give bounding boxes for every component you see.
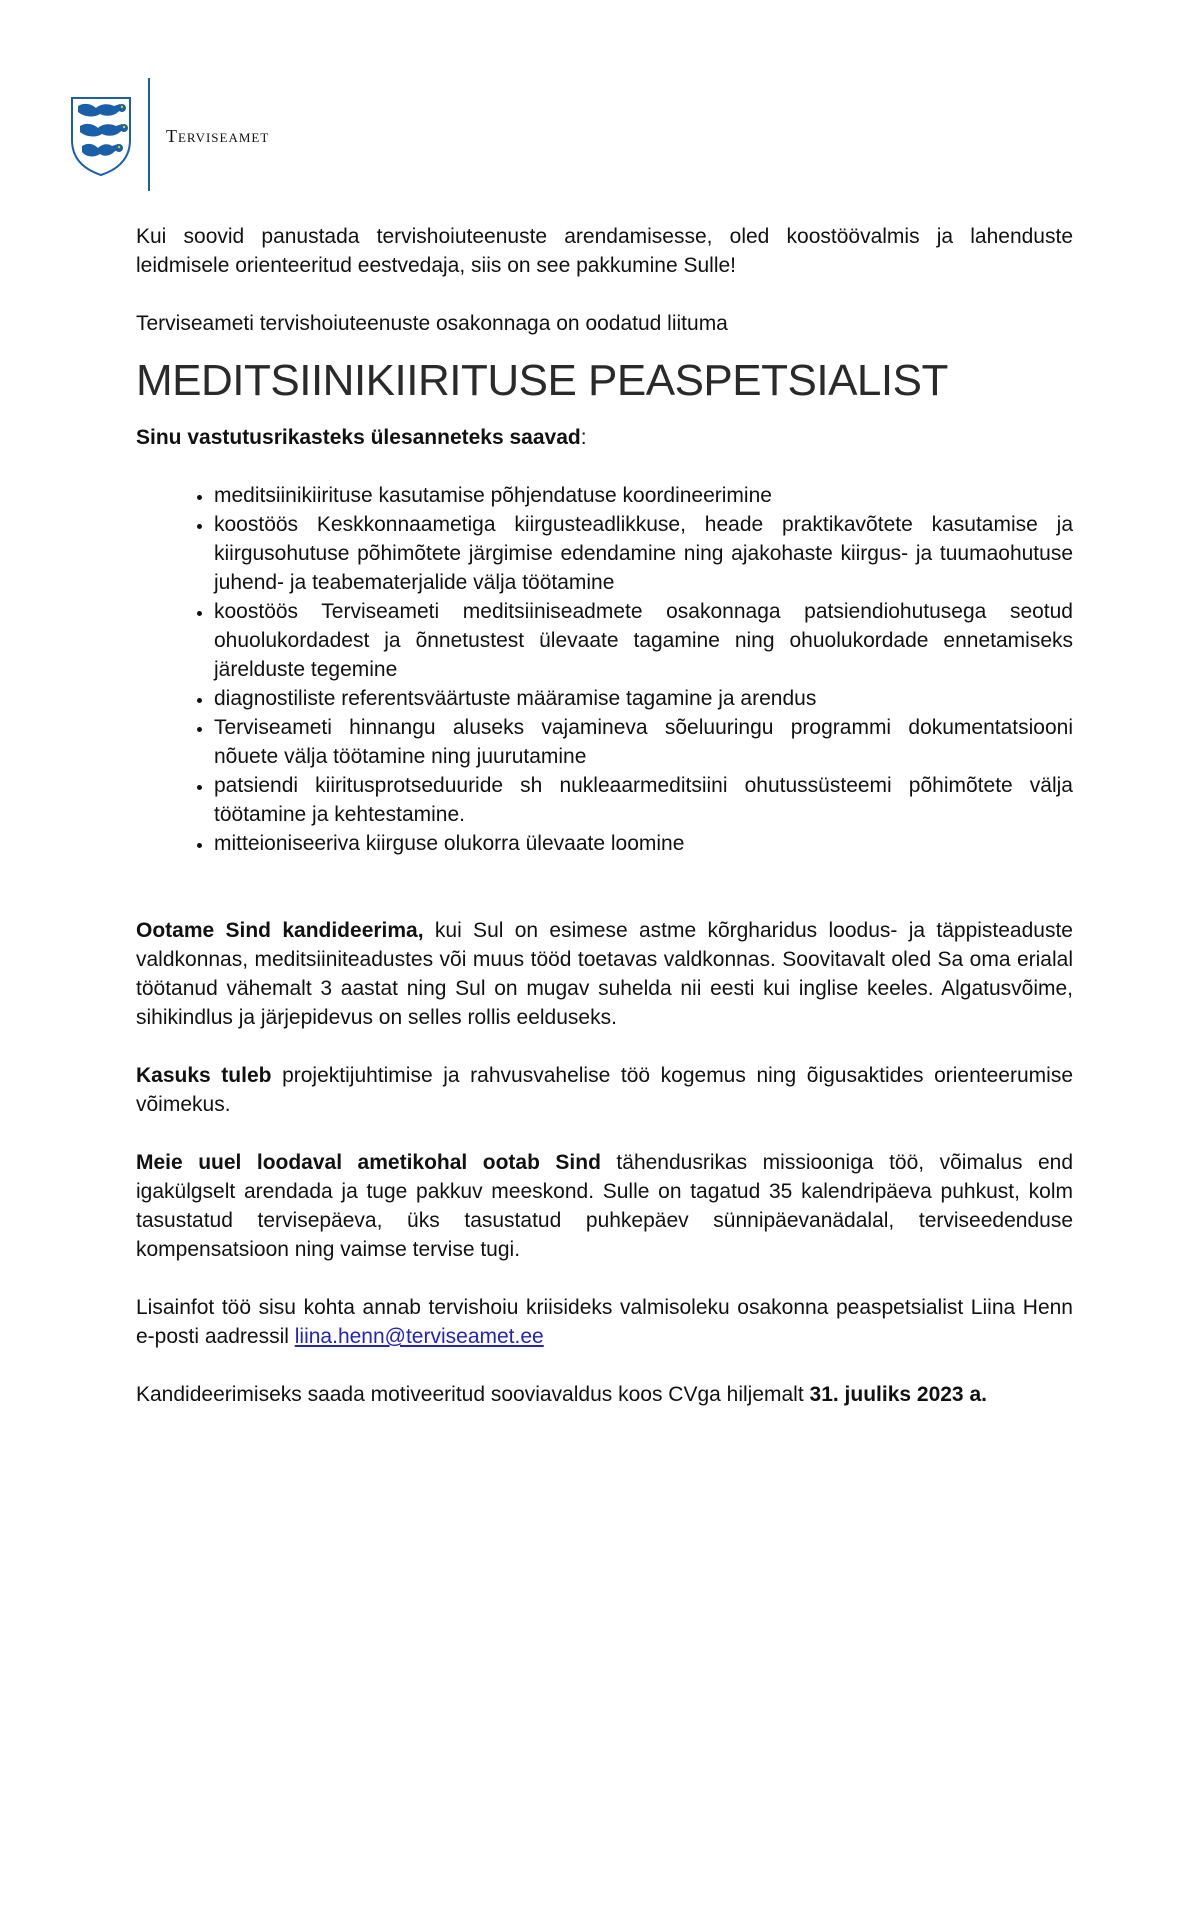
job-title: MEDITSIINIKIIRITUSE PEASPETSIALIST xyxy=(136,356,948,405)
intro-subline: Terviseameti tervishoiuteenuste osakonnaga on oodatud liituma xyxy=(136,312,728,335)
offer-paragraph xyxy=(136,1148,1073,1264)
document-body xyxy=(136,222,1073,1409)
list-item: • koostöös Keskkonnaametiga kiirgusteadlikkuse, heade praktikavõtete kasutamise ja kiirgusohutuse põhimõtete järgimise edendamine ning ajakohaste kiirgus- ja tuumaohutuse juhend- ja teabematerjalide välja töötamine xyxy=(214,510,1073,597)
duties-list xyxy=(136,481,1073,858)
requirements-text: kui Sul on esimese astme kõrgharidus loodus- ja täppisteaduste valdkonnas, meditsiiniteadustes või muus tööd toetavas valdkonnas. Soovitavalt oled Sa oma erialal töötanud vähemalt 3 aastat ning Sul on mugav suhelda nii eesti kui inglise keeles. Algatusvõime, sihikindlus ja järjepidevus on selles rollis eelduseks. xyxy=(136,919,1073,1029)
apply-paragraph xyxy=(136,1380,1073,1409)
contact-paragraph xyxy=(136,1293,1073,1351)
apply-text: Kandideerimiseks saada motiveeritud sooviavaldus koos CVga hiljemalt xyxy=(136,1383,810,1406)
advantage-lead: Kasuks tuleb xyxy=(136,1064,272,1087)
list-item: • diagnostiliste referentsväärtuste määramise tagamine ja arendus xyxy=(214,684,1073,713)
duties-heading-text: Sinu vastutusrikasteks ülesanneteks saavad xyxy=(136,426,581,449)
requirements-paragraph xyxy=(136,916,1073,1032)
duties-heading-suffix: : xyxy=(580,426,587,449)
offer-lead: Meie uuel loodaval ametikohal ootab Sind xyxy=(136,1151,601,1174)
list-item: • patsiendi kiiritusprotseduuride sh nukleaarmeditsiini ohutussüsteemi põhimõtete välja töötamine ja kehtestamine. xyxy=(214,771,1073,829)
advantage-paragraph xyxy=(136,1061,1073,1119)
list-item: • mitteioniseeriva kiirguse olukorra ülevaate loomine xyxy=(214,829,1073,858)
list-item: • meditsiinikiirituse kasutamise põhjendatuse koordineerimine xyxy=(214,481,1073,510)
duties-heading xyxy=(136,423,1073,452)
list-item: • koostöös Terviseameti meditsiiniseadmete osakonnaga patsiendiohutusega seotud ohuolukordadest ja õnnetustest ülevaate tagamine ning ohuolukordade ennetamiseks järelduste tegemine xyxy=(214,597,1073,684)
offer-text: tähendusrikas missiooniga töö, võimalus end igakülgselt arendada ja tuge pakkuv meeskond. Sulle on tagatud 35 kalendripäeva puhkust, kolm tasustatud tervisepäeva, üks tasustatud puhkepäev sünnipäevanädalal, terviseedenduse kompensatsioon ning vaimse tervise tugi. xyxy=(136,1151,1073,1261)
contact-text: Lisainfot töö sisu kohta annab tervishoiu kriisideks valmisoleku osakonna peaspetsialist Liina Henn e-posti aadressil xyxy=(136,1296,1073,1348)
apply-deadline: 31. juuliks 2023 a. xyxy=(809,1383,987,1406)
logo-divider xyxy=(148,78,150,191)
requirements-lead: Ootame Sind kandideerima, xyxy=(136,919,424,942)
advantage-text: projektijuhtimise ja rahvusvahelise töö kogemus ning õigusaktides orienteerumise võimekus. xyxy=(136,1064,1073,1116)
contact-email-link[interactable]: liina.henn@terviseamet.ee xyxy=(294,1325,544,1348)
list-item: • Terviseameti hinnangu aluseks vajamineva sõeluuringu programmi dokumentatsiooni nõuete välja töötamine ning juurutamine xyxy=(214,713,1073,771)
header-logo xyxy=(70,78,290,193)
estonia-coat-of-arms-icon xyxy=(70,96,132,176)
org-name: Terviseamet xyxy=(166,126,270,146)
intro-paragraph: Kui soovid panustada tervishoiuteenuste arendamisesse, oled koostöövalmis ja lahenduste leidmisele orienteeritud eestvedaja, siis on see pakkumine Sulle! xyxy=(136,225,1073,277)
